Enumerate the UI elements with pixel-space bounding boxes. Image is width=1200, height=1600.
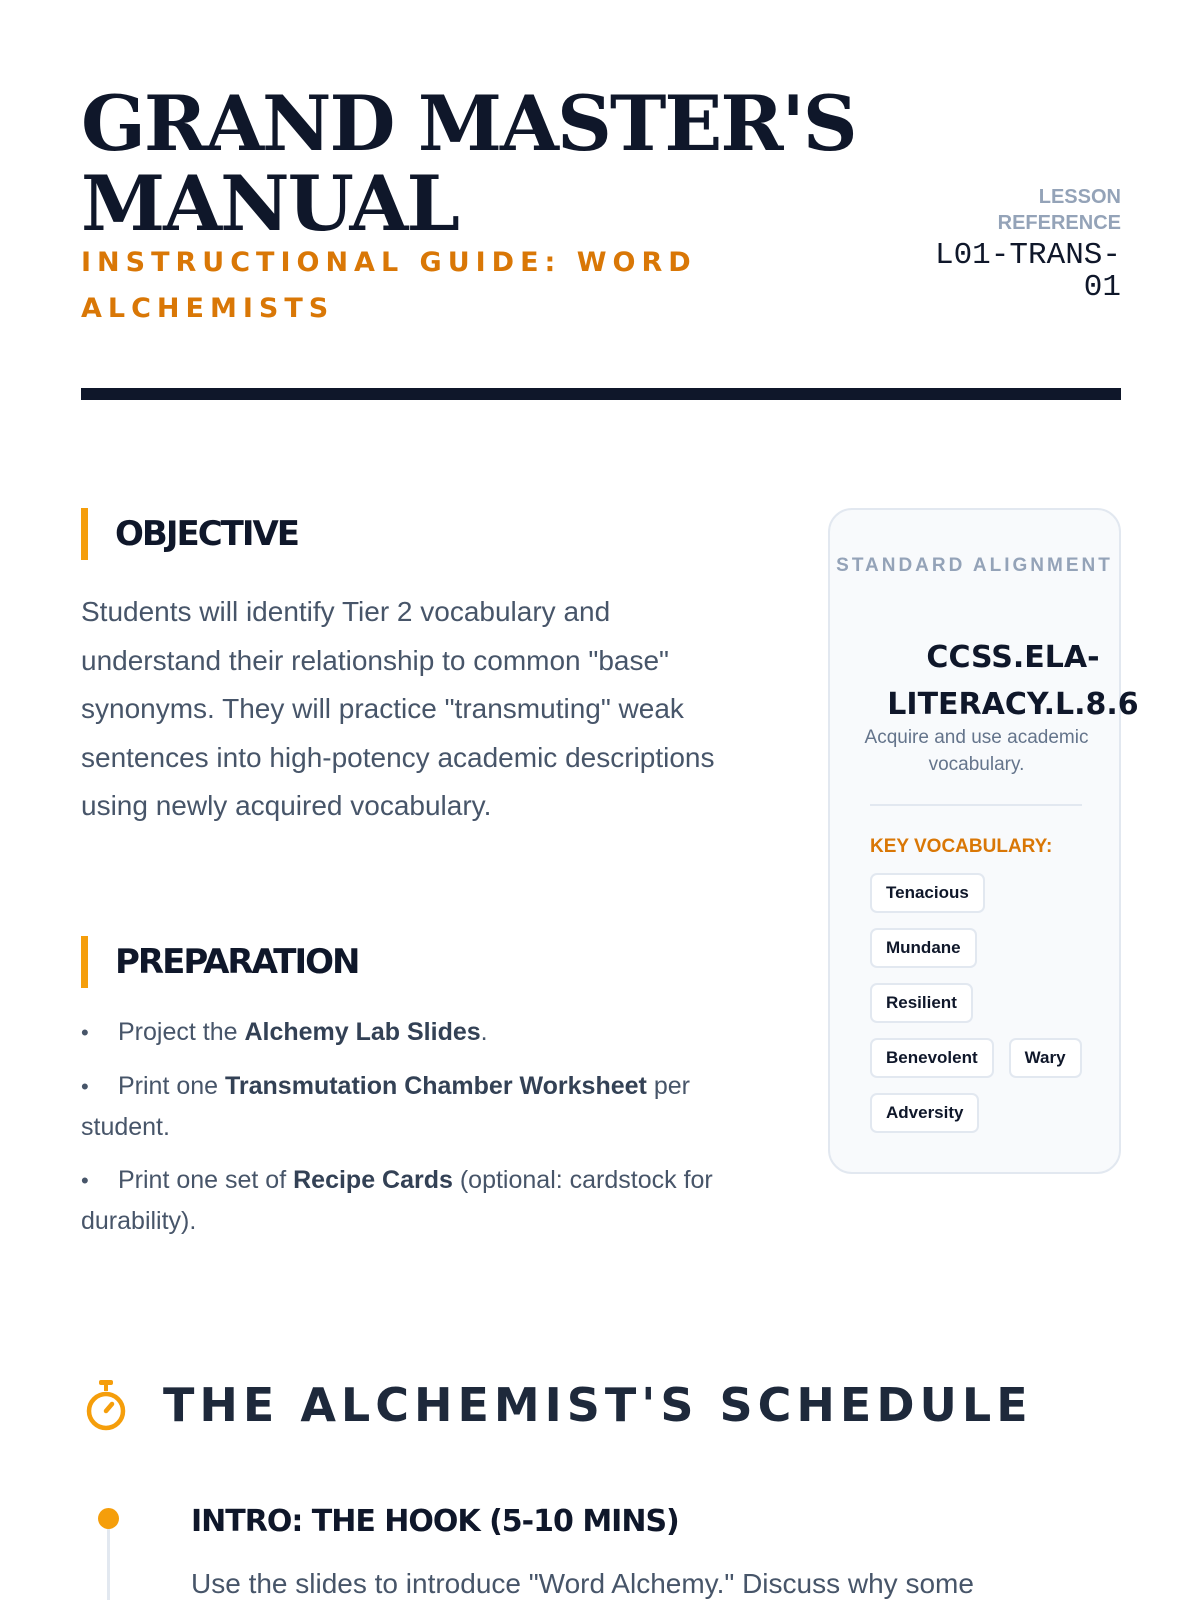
preparation-heading: PREPARATION — [81, 936, 761, 988]
vocab-chip: Resilient — [870, 983, 973, 1023]
standard-alignment-label: STANDARD ALIGNMENT — [836, 555, 1113, 576]
vocabulary-chips — [870, 873, 1090, 1133]
page-title: GRAND MASTER'S MANUAL — [81, 79, 856, 248]
list-item-text: Project the — [118, 1018, 245, 1046]
list-item-text: Print one — [118, 1072, 226, 1100]
list-item — [81, 1160, 761, 1241]
standard-code: CCSS.ELA-LITERACY.L.8.6 — [887, 640, 1139, 722]
list-item-emphasis: Transmutation Chamber Worksheet — [225, 1072, 647, 1100]
list-item-emphasis: Recipe Cards — [293, 1166, 453, 1194]
schedule-step-text: Use the slides to introduce "Word Alchemy." Discuss why some — [191, 1568, 974, 1599]
bullet-icon: • — [81, 1074, 89, 1099]
schedule-heading — [81, 1370, 1081, 1440]
objective-text: Students will identify Tier 2 vocabulary and understand their relationship to common "base" synonyms. They will practice "transmuting" weak sentences into high-potency academic descriptions using newly acquired vocabulary. — [81, 596, 715, 821]
list-item-text: Print one set of — [118, 1166, 294, 1194]
list-item — [81, 1066, 761, 1147]
bullet-icon: • — [81, 1168, 89, 1193]
timer-icon — [81, 1377, 131, 1433]
key-vocabulary-title: KEY VOCABULARY: — [870, 836, 1053, 857]
list-item-text: per student. — [81, 1072, 690, 1141]
bullet-icon: • — [81, 1020, 89, 1045]
objective-heading: OBJECTIVE — [81, 508, 761, 560]
vocab-chip: Tenacious — [870, 873, 985, 913]
vocab-chip: Wary — [1009, 1038, 1082, 1078]
standard-alignment-card — [828, 508, 1139, 1174]
lesson-reference — [921, 184, 1121, 304]
schedule-step-title: INTRO: THE HOOK (5-10 MINS) — [191, 1504, 679, 1539]
lesson-reference-label: LESSON REFERENCE — [997, 186, 1121, 234]
list-item-text: (optional: cardstock for durability). — [81, 1166, 713, 1235]
timeline-line — [107, 1520, 110, 1600]
list-item-emphasis: Alchemy Lab Slides — [244, 1018, 481, 1046]
standard-description: Acquire and use academic vocabulary. — [864, 727, 1089, 775]
card-divider — [870, 804, 1082, 806]
timeline-dot — [98, 1508, 119, 1529]
list-item-text: . — [480, 1018, 488, 1046]
header — [81, 80, 1121, 380]
schedule-title: THE ALCHEMIST'S SCHEDULE — [163, 1378, 1033, 1432]
vocab-chip: Mundane — [870, 928, 977, 968]
vocab-chip: Adversity — [870, 1093, 979, 1133]
page-subtitle: INSTRUCTIONAL GUIDE: WORD ALCHEMISTS — [81, 247, 697, 324]
list-item — [81, 1012, 761, 1053]
lesson-reference-code: L01-TRANS-01 — [934, 238, 1121, 305]
header-divider — [81, 388, 1121, 400]
vocab-chip: Benevolent — [870, 1038, 994, 1078]
preparation-list — [81, 1012, 761, 1254]
